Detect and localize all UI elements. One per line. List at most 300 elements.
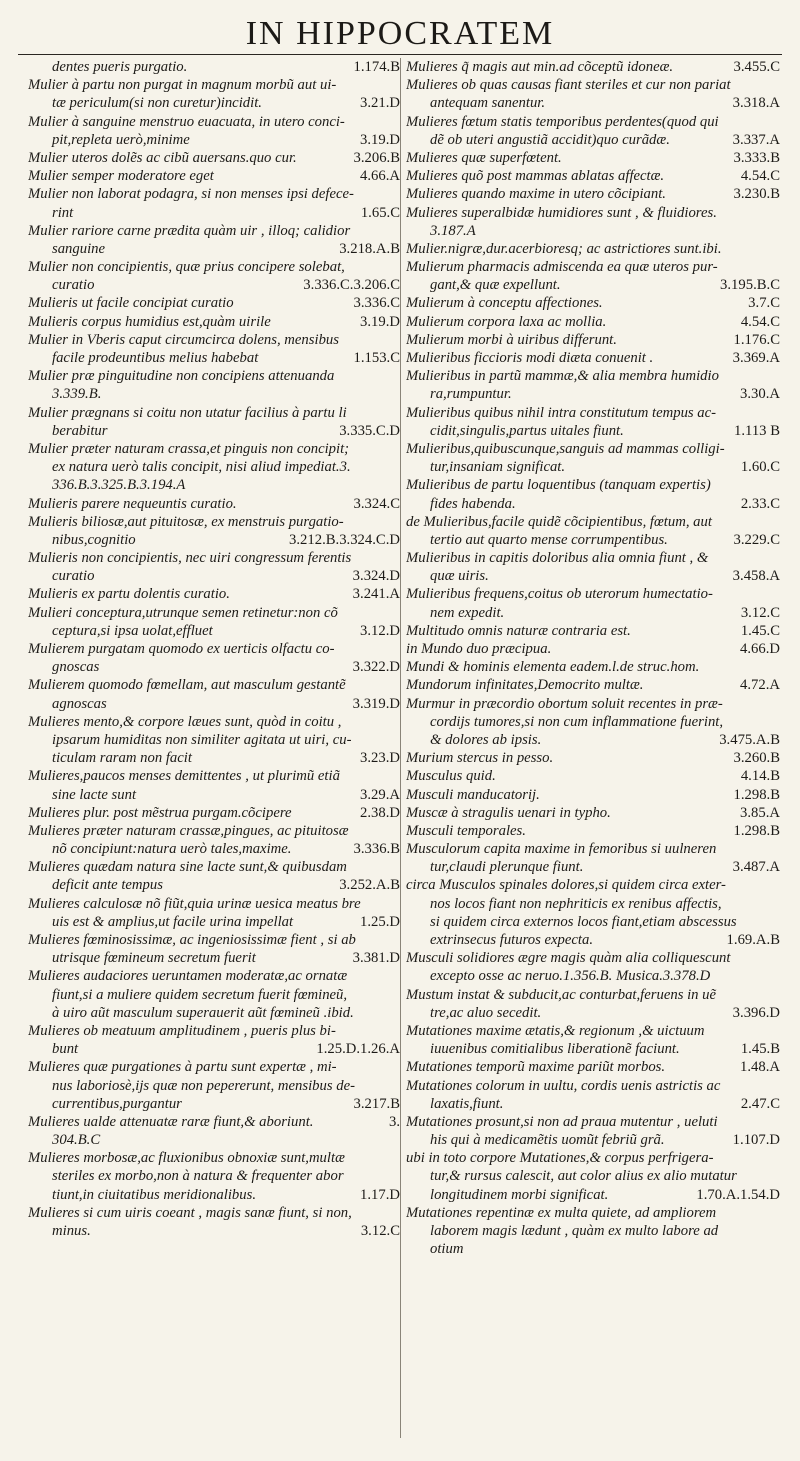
index-line bbox=[28, 658, 400, 676]
page-reference: 2.38.D bbox=[360, 804, 400, 821]
page-reference: 3.19.D bbox=[360, 313, 400, 330]
index-line bbox=[28, 585, 400, 603]
index-line bbox=[406, 1040, 780, 1058]
entry-text: steriles ex morbo,non à natura & frequenter abor bbox=[52, 1168, 344, 1185]
page-reference: 2.47.C bbox=[740, 1095, 780, 1112]
entry-text: Mulieribus frequens,coitus ob uterorum humectatio- bbox=[406, 586, 713, 603]
entry-text: Mutationes temporũ maxime pariũt morbos. bbox=[406, 1059, 666, 1076]
entry-text: Mulieres plur. post mẽstrua purgam.cõcipere bbox=[28, 804, 292, 821]
index-line bbox=[28, 276, 400, 294]
page-reference: 1.25.D bbox=[360, 913, 400, 930]
page-reference: 3.12.C bbox=[360, 1223, 400, 1239]
entry-text: 304.B.C bbox=[52, 1132, 101, 1149]
page-reference: 3.241.A bbox=[352, 586, 400, 603]
entry-text: Mulieres audaciores ueruntamen moderatæ,ac ornatæ bbox=[28, 968, 348, 985]
entry-text: cordijs tumores,si non cum inflammatione fuerint, bbox=[430, 713, 724, 730]
entry-text: Mulier non concipientis, quæ prius concipere solebat, bbox=[28, 259, 345, 276]
index-line bbox=[406, 731, 780, 749]
index-line bbox=[28, 1167, 400, 1185]
index-line bbox=[406, 658, 780, 676]
entry-text: curatio bbox=[52, 277, 95, 294]
entry-text: ceptura,si ipsa uolat,effluet bbox=[52, 622, 213, 639]
index-line bbox=[406, 204, 780, 222]
entry-text: rint bbox=[52, 204, 74, 221]
page-reference: 1.45.B bbox=[740, 1041, 780, 1058]
entry-text: Musculi temporales. bbox=[406, 822, 526, 839]
page-header: IN HIPPOCRATEM bbox=[245, 15, 555, 52]
index-line bbox=[28, 1204, 400, 1222]
entry-text: Mulierum pharmacis admiscenda ea quæ uteros pur- bbox=[406, 259, 718, 276]
index-line bbox=[28, 185, 400, 203]
entry-text: Mulier præter naturam crassa,et pinguis non concipit; bbox=[28, 440, 350, 457]
entry-text: 336.B.3.325.B.3.194.A bbox=[52, 477, 186, 494]
page-reference: 4.54.C bbox=[740, 313, 780, 330]
index-line bbox=[28, 76, 400, 94]
page-reference: 3.336.B bbox=[353, 841, 400, 858]
index-line bbox=[28, 204, 400, 222]
entry-text: laborem magis lædunt , quàm ex multo labore ad bbox=[430, 1223, 719, 1239]
index-line bbox=[28, 1095, 400, 1113]
entry-text: Mulier semper moderatore eget bbox=[28, 168, 214, 185]
entry-text: Mulier in Vberis caput circumcirca dolens, mensibus bbox=[28, 331, 339, 348]
page-reference: 3.23.D bbox=[360, 750, 400, 767]
page-reference: 1.48.A bbox=[740, 1059, 780, 1076]
entry-text: Musculi solidiores ægre magis quàm alia colliquescunt bbox=[406, 950, 731, 967]
index-line bbox=[28, 622, 400, 640]
page-reference: 1.174.B bbox=[353, 59, 400, 75]
entry-text: Mulieribus ficcioris modi diæta conuenit . bbox=[406, 350, 654, 366]
page-reference: 3.252.A.B bbox=[339, 877, 400, 894]
page-reference: 3.324.D bbox=[352, 568, 400, 585]
entry-text: Mulieribus,quibuscunque,sanguis ad mammas colligi- bbox=[406, 440, 725, 457]
entry-text: Mulieris ex partu dolentis curatio. bbox=[28, 586, 230, 603]
index-line bbox=[28, 385, 400, 403]
entry-text: otium bbox=[430, 1241, 464, 1258]
index-line bbox=[28, 767, 400, 785]
entry-text: Murium stercus in pesso. bbox=[406, 750, 554, 767]
entry-text: Mulieres quæ purgationes à partu sunt expertæ , mi- bbox=[28, 1059, 337, 1076]
entry-text: Mutationes repentinæ ex multa quiete, ad ampliorem bbox=[406, 1204, 717, 1221]
entry-text: Mulier rariore carne prædita quàm uir , illoq; calidior bbox=[28, 222, 351, 239]
entry-text: Mulieres quõ post mammas ablatas affectæ. bbox=[406, 168, 665, 185]
entry-text: Mulieribus quibus nihil intra constitutum tempus ac- bbox=[406, 404, 717, 421]
page-reference: 1.176.C bbox=[733, 331, 780, 348]
entry-text: cidit,singulis,partus uitales fiunt. bbox=[430, 422, 624, 439]
index-line bbox=[406, 1186, 780, 1204]
entry-text: Mutationes colorum in uultu, cordis uenis astrictis ac bbox=[406, 1077, 721, 1094]
index-line bbox=[406, 786, 780, 804]
right-column bbox=[406, 58, 780, 1258]
entry-text: deficit ante tempus bbox=[52, 877, 163, 894]
index-line bbox=[406, 294, 780, 312]
page-reference: 4.66.A bbox=[360, 168, 400, 185]
index-line bbox=[406, 1240, 780, 1258]
index-line bbox=[406, 549, 780, 567]
index-line bbox=[28, 58, 400, 76]
index-line bbox=[406, 1077, 780, 1095]
entry-text: si quidem circa externos locos fiant,etiam abscessus bbox=[430, 913, 737, 930]
index-line bbox=[406, 240, 780, 258]
entry-text: Mulier uteros dolẽs ac cibũ auersans.quo cur. bbox=[28, 149, 297, 166]
page-reference: 4.66.D bbox=[740, 641, 780, 657]
entry-text: Mulieres quædam natura sine lacte sunt,& quibusdam bbox=[28, 859, 347, 876]
index-line bbox=[406, 1149, 780, 1167]
entry-text: Mulier prægnans si coitu non utatur facilius à partu li bbox=[28, 404, 347, 421]
entry-text: Mutationes prosunt,si non ad praua mutentur , ueluti bbox=[406, 1113, 718, 1130]
page-reference: 3.229.C bbox=[733, 531, 780, 548]
page-reference: 1.60.C bbox=[740, 459, 780, 476]
entry-text: Mulieres ob quas causas fiant steriles et cur non pariat bbox=[406, 77, 731, 94]
page-reference: 3.381.D bbox=[352, 950, 400, 967]
index-line bbox=[28, 1113, 400, 1131]
index-line bbox=[28, 895, 400, 913]
entry-text: dentes pueris purgatio. bbox=[52, 59, 188, 75]
index-line bbox=[28, 240, 400, 258]
index-line bbox=[406, 258, 780, 276]
index-line bbox=[406, 804, 780, 822]
index-line bbox=[28, 1149, 400, 1167]
index-line bbox=[28, 567, 400, 585]
page-reference: 1.107.D bbox=[732, 1132, 780, 1149]
entry-text: nõ concipiunt:natura uerò tales,maxime. bbox=[52, 841, 292, 858]
index-line bbox=[28, 222, 400, 240]
entry-text: bunt bbox=[52, 1041, 79, 1058]
entry-text: Mulieres ob meatuum amplitudinem , pueris plus bi- bbox=[28, 1022, 336, 1039]
page-reference: 3.324.C bbox=[353, 495, 400, 512]
index-line bbox=[406, 495, 780, 513]
page-reference: 3.319.D bbox=[352, 695, 400, 712]
entry-text: Mundorum infinitates,Democrito multæ. bbox=[406, 677, 644, 694]
page-reference: 3.206.B bbox=[353, 149, 400, 166]
page-reference: 3.336.C.3.206.C bbox=[303, 277, 400, 294]
page-reference: 3.335.C.D bbox=[339, 422, 400, 439]
entry-text: Mulierem quomodo fœmellam, aut masculum gestantẽ bbox=[28, 677, 346, 694]
index-line bbox=[406, 113, 780, 131]
entry-text: Mulier præ pinguitudine non concipiens attenuanda bbox=[28, 368, 335, 385]
entry-text: uis est & amplius,ut facile urina impellat bbox=[52, 913, 294, 930]
index-line bbox=[28, 1058, 400, 1076]
entry-text: utrisque fœmineum secretum fuerit bbox=[52, 950, 256, 967]
page-reference: 3.195.B.C bbox=[720, 277, 780, 294]
page-reference: 3.455.C bbox=[733, 59, 780, 75]
index-line bbox=[406, 58, 780, 76]
index-line bbox=[406, 131, 780, 149]
page-reference: 1.113 B bbox=[734, 422, 780, 439]
page-reference: 1.298.B bbox=[733, 822, 780, 839]
entry-text: excepto osse ac neruo.1.356.B. Musica.3.378.D bbox=[430, 968, 711, 985]
page-reference: 3.19.D bbox=[360, 131, 400, 148]
index-line bbox=[406, 749, 780, 767]
index-line bbox=[406, 967, 780, 985]
page-reference: 3.336.C bbox=[353, 295, 400, 312]
page-reference: 3.369.A bbox=[732, 350, 780, 366]
entry-text: tur,& rursus calescit, aut color alius ex alio mutatur bbox=[430, 1168, 737, 1185]
entry-text: berabitur bbox=[52, 422, 108, 439]
entry-text: 3.187.A bbox=[430, 222, 476, 239]
index-line bbox=[28, 713, 400, 731]
page-reference: 3.230.B bbox=[733, 186, 780, 203]
index-line bbox=[28, 858, 400, 876]
entry-text: nos locos fiant non nephriticis ex renibus affectis, bbox=[430, 895, 722, 912]
entry-text: tæ periculum(si non curetur)incidit. bbox=[52, 95, 262, 112]
page-reference: 3. bbox=[388, 1113, 400, 1130]
index-line bbox=[28, 367, 400, 385]
page-reference: 3.212.B.3.324.C.D bbox=[289, 531, 400, 548]
entry-text: ubi in toto corpore Mutationes,& corpus perfrigera- bbox=[406, 1150, 714, 1167]
index-line bbox=[28, 1186, 400, 1204]
entry-text: Mulieris corpus humidius est,quàm uirile bbox=[28, 313, 271, 330]
page-reference: 3.12.D bbox=[360, 622, 400, 639]
index-line bbox=[406, 822, 780, 840]
index-line bbox=[406, 476, 780, 494]
index-line bbox=[406, 149, 780, 167]
page-reference: 3.7.C bbox=[748, 295, 780, 312]
index-line bbox=[28, 404, 400, 422]
page-reference: 3.260.B bbox=[733, 750, 780, 767]
entry-text: Mulieris non concipientis, nec uiri congressum ferentis bbox=[28, 550, 352, 567]
entry-text: circa Musculos spinales dolores,si quidem circa exter- bbox=[406, 877, 726, 894]
header-rule bbox=[18, 54, 782, 55]
index-line bbox=[28, 149, 400, 167]
index-line bbox=[406, 1058, 780, 1076]
entry-text: & dolores ab ipsis. bbox=[430, 731, 542, 748]
page-reference: 3.318.A bbox=[732, 95, 780, 112]
entry-text: 3.339.B. bbox=[52, 386, 102, 403]
entry-text: ra,rumpuntur. bbox=[430, 386, 512, 403]
entry-text: Musculorum capita maxime in femoribus si uulneren bbox=[406, 841, 717, 858]
entry-text: Mulier non laborat podagra, si non menses ipsi defece- bbox=[28, 186, 354, 203]
entry-text: Mulieris parere nequeuntis curatio. bbox=[28, 495, 237, 512]
index-line bbox=[28, 422, 400, 440]
index-line bbox=[28, 786, 400, 804]
page-reference: 3.12.C bbox=[740, 604, 780, 621]
entry-text: Mulieres præter naturam crassæ,pingues, ac pituitosæ bbox=[28, 822, 349, 839]
entry-text: Mulieris biliosæ,aut pituitosæ, ex menstruis purgatio- bbox=[28, 513, 344, 530]
index-line bbox=[28, 749, 400, 767]
entry-text: quæ uiris. bbox=[430, 568, 489, 585]
index-line bbox=[406, 604, 780, 622]
index-line bbox=[406, 676, 780, 694]
entry-text: Mulierum morbi à uiribus differunt. bbox=[406, 331, 617, 348]
page-reference: 4.54.C bbox=[740, 168, 780, 185]
entry-text: tur,claudi plerunque fiunt. bbox=[430, 859, 584, 876]
index-line bbox=[28, 258, 400, 276]
page-reference: 1.17.D bbox=[360, 1186, 400, 1203]
entry-text: nus laboriosè,ijs quæ non pepererunt, mensibus de- bbox=[52, 1077, 355, 1094]
index-line bbox=[406, 986, 780, 1004]
entry-text: ex natura uerò talis concipit, nisi aliud impediat.3. bbox=[52, 459, 351, 476]
index-line bbox=[406, 713, 780, 731]
entry-text: Multitudo omnis naturæ contraria est. bbox=[406, 622, 631, 639]
entry-text: Mulier à sanguine menstruo euacuata, in utero conci- bbox=[28, 113, 345, 130]
page-reference: 3.333.B bbox=[733, 149, 780, 166]
page-reference: 3.396.D bbox=[732, 1004, 780, 1021]
entry-text: minus. bbox=[52, 1223, 91, 1239]
entry-text: dẽ ob uteri angustiã accidit)quo curãdæ. bbox=[430, 131, 670, 148]
page-reference: 1.70.A.1.54.D bbox=[696, 1186, 780, 1203]
entry-text: laxatis,fiunt. bbox=[430, 1095, 504, 1112]
index-line bbox=[406, 458, 780, 476]
entry-text: de Mulieribus,facile quidẽ cõcipientibus, fœtum, aut bbox=[406, 513, 712, 530]
entry-text: tertio aut quarto mense corrumpentibus. bbox=[430, 531, 668, 548]
entry-text: Mulieres quæ superfœtent. bbox=[406, 149, 562, 166]
index-line bbox=[406, 313, 780, 331]
index-line bbox=[406, 349, 780, 367]
index-line bbox=[406, 76, 780, 94]
index-line bbox=[406, 640, 780, 658]
page-reference: 1.45.C bbox=[740, 622, 780, 639]
index-line bbox=[406, 167, 780, 185]
index-line bbox=[28, 840, 400, 858]
page-reference: 3.458.A bbox=[732, 568, 780, 585]
entry-text: curatio bbox=[52, 568, 95, 585]
entry-text: ticulam raram non facit bbox=[52, 750, 192, 767]
index-line bbox=[28, 94, 400, 112]
entry-text: Musculus quid. bbox=[406, 768, 496, 785]
index-line bbox=[28, 1222, 400, 1240]
page-reference: 3.322.D bbox=[352, 659, 400, 676]
entry-text: tur,insaniam significat. bbox=[430, 459, 566, 476]
entry-text: pit,repleta uerò,minime bbox=[52, 131, 190, 148]
entry-text: Mulieribus in partũ mammæ,& alia membra humidio bbox=[406, 368, 719, 385]
index-line bbox=[406, 895, 780, 913]
entry-text: Mulieres mento,& corpore læues sunt, quòd in coitu , bbox=[28, 713, 342, 730]
entry-text: Mulierem purgatam quomodo ex uerticis olfactu co- bbox=[28, 641, 335, 657]
page-reference: 4.14.B bbox=[740, 768, 780, 785]
entry-text: nibus,cognitio bbox=[52, 531, 136, 548]
page-reference: 3.337.A bbox=[732, 131, 780, 148]
index-line bbox=[28, 349, 400, 367]
index-line bbox=[406, 404, 780, 422]
page-reference: 4.72.A bbox=[740, 677, 780, 694]
index-line bbox=[406, 276, 780, 294]
entry-text: Mulieribus in capitis doloribus alia omnia fiunt , & bbox=[406, 550, 709, 567]
index-line bbox=[28, 967, 400, 985]
entry-text: nem expedit. bbox=[430, 604, 505, 621]
index-line bbox=[406, 222, 780, 240]
index-line bbox=[28, 549, 400, 567]
page-reference: 1.69.A.B bbox=[726, 932, 780, 948]
index-line bbox=[406, 422, 780, 440]
index-line bbox=[406, 767, 780, 785]
entry-text: Mulieres q̃ magis aut min.ad cõceptũ idoneæ. bbox=[406, 59, 674, 75]
index-line bbox=[406, 931, 780, 949]
entry-text: Mulieres quando maxime in utero cõcipiant. bbox=[406, 186, 666, 203]
index-line bbox=[28, 640, 400, 658]
index-line bbox=[28, 458, 400, 476]
page-reference: 1.298.B bbox=[733, 786, 780, 803]
entry-text: his qui à medicamẽtis uomũt febriũ grã. bbox=[430, 1132, 665, 1149]
index-line bbox=[406, 876, 780, 894]
entry-text: Mulierum corpora laxa ac mollia. bbox=[406, 313, 607, 330]
entry-text: Mulieres si cum uiris coeant , magis sanæ fiunt, si non, bbox=[28, 1204, 352, 1221]
entry-text: Murmur in præcordio obortum soluit recentes in præ- bbox=[406, 695, 723, 712]
entry-text: extrinsecus futuros expecta. bbox=[430, 932, 594, 948]
entry-text: tre,ac aluo secedit. bbox=[430, 1004, 542, 1021]
entry-text: antequam sanentur. bbox=[430, 95, 546, 112]
entry-text: sine lacte sunt bbox=[52, 786, 137, 803]
entry-text: currentibus,purgantur bbox=[52, 1095, 182, 1112]
entry-text: fiunt,si a muliere quidem secretum fuerit fœmineũ, bbox=[52, 986, 348, 1003]
page-reference: 1.25.D.1.26.A bbox=[316, 1041, 400, 1058]
index-line bbox=[28, 804, 400, 822]
entry-text: gant,& quæ expellunt. bbox=[430, 277, 561, 294]
index-line bbox=[28, 1004, 400, 1022]
entry-text: Mulieres calculosæ nõ fiũt,quia urinæ uesica meatus bre bbox=[28, 895, 361, 912]
page-reference: 3.30.A bbox=[740, 386, 780, 403]
page-reference: 3.217.B bbox=[353, 1095, 400, 1112]
page-reference: 1.65.C bbox=[360, 204, 400, 221]
index-line bbox=[28, 113, 400, 131]
index-line bbox=[406, 1131, 780, 1149]
index-line bbox=[406, 367, 780, 385]
left-column bbox=[28, 58, 400, 1240]
index-line bbox=[406, 1095, 780, 1113]
entry-text: Mulieres morbosæ,ac fluxionibus obnoxiæ sunt,multæ bbox=[28, 1150, 345, 1167]
page-reference: 3.475.A.B bbox=[719, 731, 780, 748]
entry-text: gnoscas bbox=[52, 659, 100, 676]
index-line bbox=[406, 1204, 780, 1222]
entry-text: Mutationes maxime ætatis,& regionum ,& uictuum bbox=[406, 1022, 705, 1039]
entry-text: longitudinem morbi significat. bbox=[430, 1186, 609, 1203]
index-line bbox=[28, 513, 400, 531]
entry-text: Mulieris ut facile concipiat curatio bbox=[28, 295, 234, 312]
column-divider bbox=[400, 58, 401, 1438]
index-line bbox=[28, 913, 400, 931]
index-line bbox=[406, 567, 780, 585]
entry-text: Mulier.nigræ,dur.acerbioresq; ac astrictiores sunt.ibi. bbox=[406, 240, 722, 257]
index-line bbox=[28, 476, 400, 494]
index-line bbox=[28, 1040, 400, 1058]
index-line bbox=[406, 913, 780, 931]
index-line bbox=[28, 531, 400, 549]
index-line bbox=[28, 495, 400, 513]
index-line bbox=[28, 676, 400, 694]
index-line bbox=[406, 185, 780, 203]
page-reference: 3.85.A bbox=[740, 804, 780, 821]
index-line bbox=[28, 731, 400, 749]
entry-text: Muscæ à stragulis uenari in typho. bbox=[406, 804, 611, 821]
page-reference: 1.153.C bbox=[353, 350, 400, 366]
index-line bbox=[406, 695, 780, 713]
index-line bbox=[406, 1113, 780, 1131]
index-line bbox=[406, 1222, 780, 1240]
entry-text: Mulierum à conceptu affectiones. bbox=[406, 295, 603, 312]
entry-text: facile prodeuntibus melius habebat bbox=[52, 350, 259, 366]
entry-text: sanguine bbox=[52, 240, 106, 257]
index-line bbox=[28, 695, 400, 713]
entry-text: iuuenibus comitialibus liberationẽ faciunt. bbox=[430, 1041, 680, 1058]
index-line bbox=[406, 1004, 780, 1022]
index-line bbox=[406, 949, 780, 967]
index-line bbox=[28, 1077, 400, 1095]
entry-text: Mulieribus de partu loquentibus (tanquam expertis) bbox=[406, 477, 711, 494]
index-line bbox=[28, 313, 400, 331]
entry-text: Mulieres superalbidæ humidiores sunt , & fluidiores. bbox=[406, 204, 717, 221]
entry-text: Musculi manducatorij. bbox=[406, 786, 540, 803]
index-line bbox=[406, 513, 780, 531]
index-line bbox=[28, 131, 400, 149]
index-line bbox=[406, 622, 780, 640]
page-reference: 3.487.A bbox=[732, 859, 780, 876]
page-reference: 3.21.D bbox=[360, 95, 400, 112]
index-line bbox=[28, 949, 400, 967]
entry-text: Mulieri conceptura,utrunque semen retinetur:non cõ bbox=[28, 604, 338, 621]
index-line bbox=[406, 440, 780, 458]
index-line bbox=[406, 94, 780, 112]
index-line bbox=[406, 858, 780, 876]
index-line bbox=[406, 1022, 780, 1040]
